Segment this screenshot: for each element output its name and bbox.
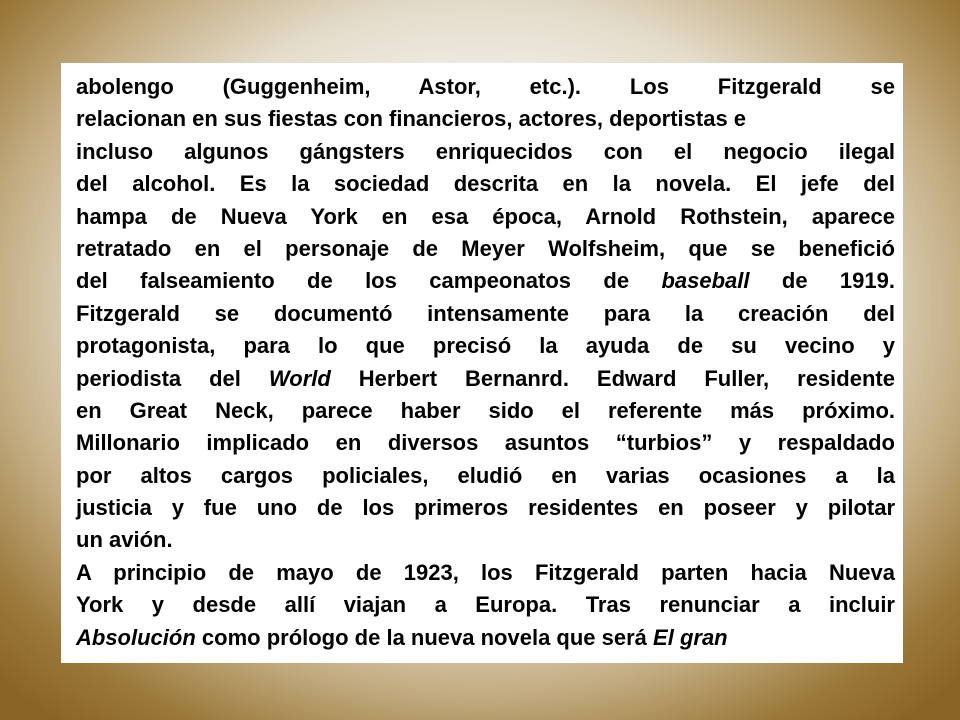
italic-title-el-gran: El gran: [653, 624, 728, 650]
text-segment: del falseamiento de los campeonatos de: [76, 268, 630, 294]
text-line: en Great Neck, parece haber sido el referente más próximo.: [76, 397, 895, 423]
text-line: A principio de mayo de 1923, los Fitzgerald parten hacia Nueva: [76, 559, 895, 585]
text-panel: [61, 63, 903, 663]
italic-title-absolucion: Absolución: [76, 624, 196, 650]
text-line: relacionan en sus fiestas con financieros, actores, deportistas e: [76, 106, 747, 132]
text-line: [76, 265, 895, 297]
text-segment: periodista del: [76, 365, 241, 391]
text-line: justicia y fue uno de los primeros residentes en poseer y pilotar: [76, 495, 895, 521]
text-line: York y desde allí viajan a Europa. Tras renunciar a incluir: [76, 592, 895, 618]
text-line: un avión.: [76, 527, 173, 553]
text-line: del alcohol. Es la sociedad descrita en la novela. El jefe del: [76, 171, 895, 197]
paragraph-2: [76, 557, 895, 654]
text-segment: como prólogo de la nueva novela que será: [201, 624, 647, 650]
italic-term-world: World: [268, 365, 331, 391]
text-line: protagonista, para lo que precisó la ayuda de su vecino y: [76, 333, 895, 359]
text-line: [76, 363, 895, 395]
text-line: Fitzgerald se documentó intensamente para la creación del: [76, 300, 895, 326]
text-line: incluso algunos gángsters enriquecidos con el negocio ilegal: [76, 138, 895, 164]
text-line: abolengo (Guggenheim, Astor, etc.). Los Fitzgerald se: [76, 74, 895, 99]
text-segment: de 1919.: [781, 268, 895, 294]
italic-term-baseball: baseball: [661, 268, 750, 294]
text-line: por altos cargos policiales, eludió en varias ocasiones a la: [76, 462, 895, 488]
text-segment: Herbert Bernanrd. Edward Fuller, residente: [358, 365, 895, 391]
text-line: retratado en el personaje de Meyer Wolfsheim, que se benefició: [76, 235, 895, 261]
text-line: Millonario implicado en diversos asuntos “turbios” y respaldado: [76, 430, 895, 456]
text-line: hampa de Nueva York en esa época, Arnold Rothstein, aparece: [76, 203, 895, 229]
paragraph-1: [76, 71, 895, 557]
text-line: [76, 622, 895, 654]
